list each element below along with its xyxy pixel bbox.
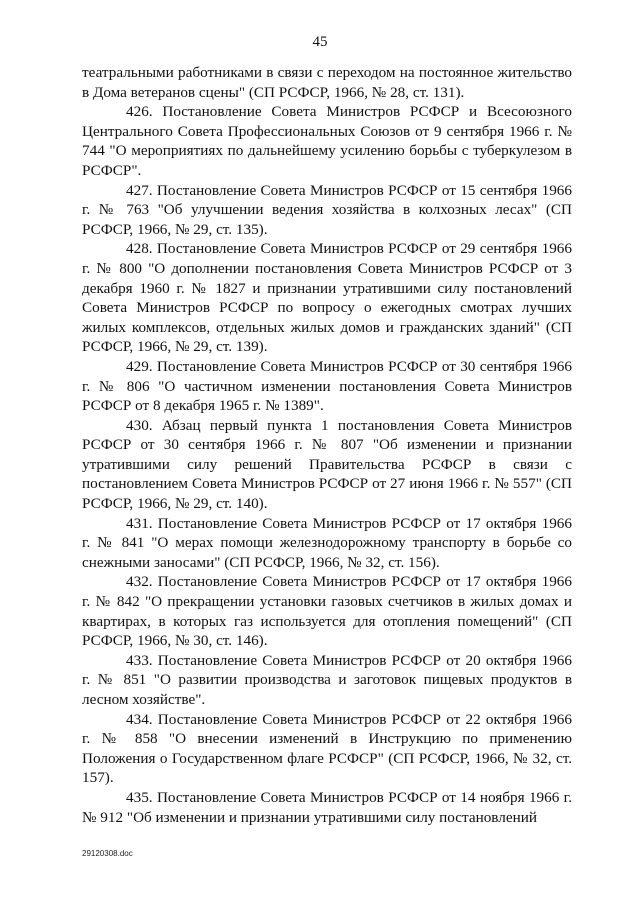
paragraph-continuation: театральными работниками в связи с переходом на постоянное жительство в Дома ветеранов сцены" (СП РСФСР, 1966, № 28, ст. 131). <box>82 64 572 101</box>
document-file-code: 29120308.doc <box>82 849 133 858</box>
page-number: 45 <box>312 34 328 50</box>
paragraph-432: 432. Постановление Совета Министров РСФСР от 17 октября 1966 г. № 842 "О прекращении установки газовых счетчиков в жилых домах и квартирах, в которых газ используется для отопления помещений" (СП РСФСР, 1966, № 30, ст. 146). <box>82 573 572 650</box>
paragraph-429: 429. Постановление Совета Министров РСФСР от 30 сентября 1966 г. № 806 "О частичном изменении постановления Совета Министров РСФСР от 8 декабря 1965 г. № 1389". <box>82 357 572 415</box>
paragraph-427: 427. Постановление Совета Министров РСФСР от 15 сентября 1966 г. № 763 "Об улучшении ведения хозяйства в колхозных лесах" (СП РСФСР, 1966, № 29, ст. 135). <box>82 181 572 238</box>
paragraph-434: 434. Постановление Совета Министров РСФСР от 22 октября 1966 г. № 858 "О внесении изменений в Инструкцию по применению Положения о Государственном флаге РСФСР" (СП РСФСР, 1966, № 32, ст. 157). <box>82 710 572 787</box>
paragraph-435: 435. Постановление Совета Министров РСФСР от 14 ноября 1966 г. № 912 "Об изменении и признании утратившими силу постановлений <box>82 788 572 826</box>
paragraph-430: 430. Абзац первый пункта 1 постановления Совета Министров РСФСР от 30 сентября 1966 г. № 807 "Об изменении и признании утратившими силу решений Правительства РСФСР в связи с постановлением Совета Министров РСФСР от 27 июня 1966 г. № 557" (СП РСФСР, 1966, № 29, ст. 140). <box>82 416 572 513</box>
paragraph-433: 433. Постановление Совета Министров РСФСР от 20 октября 1966 г. № 851 "О развитии производства и заготовок пищевых продуктов в лесном хозяйстве". <box>82 651 572 708</box>
document-body <box>82 63 572 827</box>
paragraph-426: 426. Постановление Совета Министров РСФСР и Всесоюзного Центрального Совета Профессиональных Союзов от 9 сентября 1966 г. № 744 "О мероприятиях по дальнейшему усилению борьбы с туберкулезом в РСФСР". <box>82 103 572 179</box>
paragraph-428: 428. Постановление Совета Министров РСФСР от 29 сентября 1966 г. № 800 "О дополнении постановления Совета Министров РСФСР от 3 декабря 1960 г. № 1827 и признании утратившими силу постановлений Совета Министров РСФСР по вопросу о ежегодных смотрах лучших жилых комплексов, отдельных жилых домов и гражданских зданий" (СП РСФСР, 1966, № 29, ст. 139). <box>82 240 572 356</box>
paragraph-431: 431. Постановление Совета Министров РСФСР от 17 октября 1966 г. № 841 "О мерах помощи железнодорожному транспорту в борьбе со снежными заносами" (СП РСФСР, 1966, № 32, ст. 156). <box>82 514 572 571</box>
